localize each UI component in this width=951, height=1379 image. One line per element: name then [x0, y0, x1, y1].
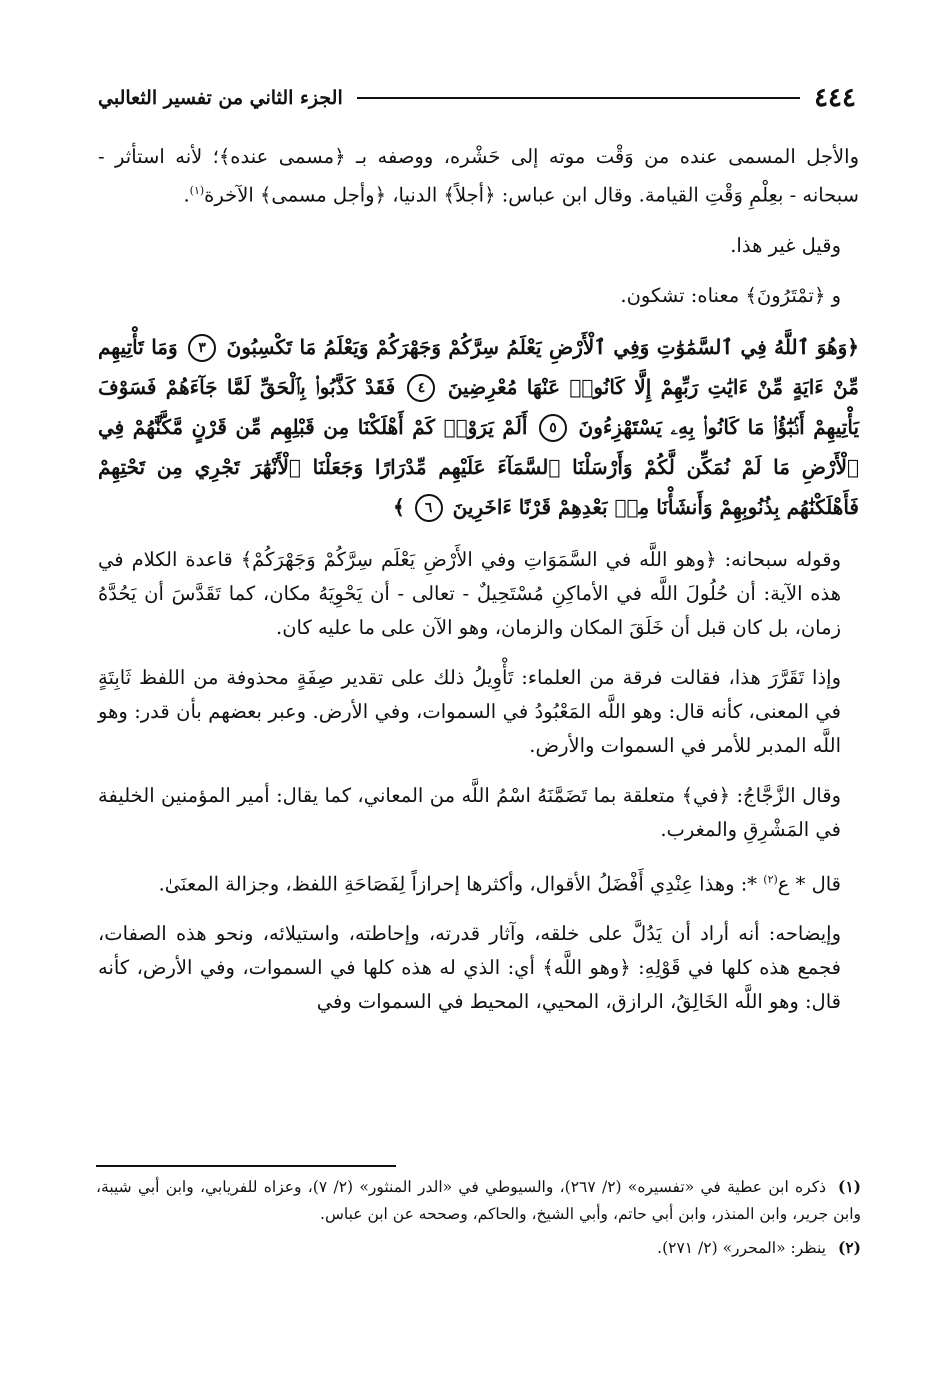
ayah-number-marker: ٥	[539, 414, 567, 442]
paragraph: وإذا تَقَرَّرَ هذا، فقالت فرقة من العلماء: تَأْوِيلُ ذلك على تقدير صِفَةٍ محذوفة من اللفظ ثَابِتَةٍ في المعنى، كأنه قال: وهو اللَّه المَعْبُودُ في السموات، وفي الأرض. وعبر بعضهم بأن قدر: وهو اللَّه المدبر للأمر في السموات والأرض.	[98, 665, 841, 757]
footnote: (١)ذكره ابن عطية في «تفسيره» (٢/ ٢٦٧)، والسيوطي في «الدر المنثور» (٢/ ٧)، وعزاه للفريابي، وابن أبي شيبة، وابن جرير، وابن المنذر، وابن أبي حاتم، وأبي الشيخ، والحاكم، وصححه عن ابن عباس.	[96, 1177, 862, 1223]
paragraph: وقوله سبحانه: ﴿وهو اللَّه في السَّمَوَاتِ وفي الأَرْضِ يَعْلَم سِرَّكُمْ وَجَهْرَكُمْ﴾ قاعدة الكلام في هذه الآية: أن حُلُولَ اللَّه في الأماكِنِ مُسْتَحِيلٌ - تعالى - أن يَحْوِيَهُ مكان، كما تَقَدَّسَ أن يَحُدَّهُ زمان، بل كان قبل أن خَلَقَ المكان والزمان، وهو الآن على ما عليه كان.	[98, 547, 841, 639]
footnotes	[96, 1165, 861, 1262]
paragraph: وإيضاحه: أنه أراد أن يَدُلَّ على خلقه، وآثار قدرته، وإحاطته، واستيلائه، ونحو هذه الصفات، فجمع هذه كلها في قَوْلِهِ: ﴿وهو اللَّه﴾ أي: الذي له هذه كلها في السموات، وفي الأرض، كأنه قال: وهو اللَّه الخَالِقُ، الرازق، المحيي، المحيط في السموات وفي	[98, 922, 841, 1013]
header-rule	[357, 97, 800, 99]
paragraph: قال * ع$^{(٢)}$ *: وهذا عِنْدِي أَفْضَلُ الأقوال، وأكثرها إحرازاً لِفَصَاحَةِ اللفظ، وجزالة المعنَىٰ.	[158, 872, 841, 895]
page-header	[98, 78, 856, 118]
quran-verse-block: ﴿وَهُوَ ٱللَّهُ فِي ٱلسَّمَٰوَٰتِ وَفِي ٱلْأَرْضِ يَعْلَمُ سِرَّكُمْ وَجَهْرَكُمْ وَيَعْلَمُ مَا تَكْسِبُونَ ٣ وَمَا تَأْتِيهِم مِّنْ ءَايَةٍ مِّنْ ءَايَٰتِ رَبِّهِمْ إِلَّا كَانُوا۟ عَنْهَا مُعْرِضِينَ ٤ فَقَدْ كَذَّبُوا۟ بِٱلْحَقِّ لَمَّا جَآءَهُمْ فَسَوْفَ يَأْتِيهِمْ أَنۢبَٰٓؤُا۟ مَا كَانُوا۟ بِهِۦ يَسْتَهْزِءُونَ ٥ أَلَمْ يَرَوْا۟ كَمْ أَهْلَكْنَا مِن قَبْلِهِم مِّن قَرْنٍ مَّكَّنَّٰهُمْ فِي ٱلْأَرْضِ مَا لَمْ نُمَكِّن لَّكُمْ وَأَرْسَلْنَا ٱلسَّمَآءَ عَلَيْهِم مِّدْرَارًا وَجَعَلْنَا ٱلْأَنْهَٰرَ تَجْرِي مِن تَحْتِهِمْ فَأَهْلَكْنَٰهُم بِذُنُوبِهِمْ وَأَنشَأْنَا مِنۢ بَعْدِهِمْ قَرْنًا ءَاخَرِينَ ٦ ﴾	[98, 327, 859, 527]
ayah-number-marker: ٦	[415, 494, 443, 522]
footnote-number: (١)	[838, 1177, 862, 1196]
footnote-ref: (٢)	[763, 872, 778, 886]
paragraph: وقال الزَّجَّاجُ: ﴿في﴾ متعلقة بما تَضَمَّنَهُ اسْمُ اللَّه من المعاني، كما يقال: أمير المؤمنين الخليفة في المَشْرِقِ والمغرب.	[98, 783, 841, 841]
footnote-number: (٢)	[837, 1238, 861, 1257]
page-body	[98, 140, 859, 1019]
page-number: ٤٤٤	[814, 83, 856, 113]
paragraph: وقيل غير هذا.	[730, 233, 841, 257]
running-title: الجزء الثاني من تفسير الثعالبي	[98, 87, 343, 109]
ayah-number-marker: ٤	[407, 374, 435, 402]
footnote: (٢)ينظر: «المحرر» (٢/ ٢٧١).	[657, 1238, 861, 1257]
paragraph: و ﴿تمْتَرُونَ﴾ معناه: تشكون.	[620, 283, 841, 307]
ayah-number-marker: ٣	[188, 334, 216, 362]
footnote-ref: (١)	[189, 184, 205, 197]
paragraph: والأجل المسمى عنده من وَقْت موته إلى حَشْره، ووصفه بـ ﴿مسمى عنده﴾؛ لأنه استأثر - سبحانه - بعِلْمِ وَقْتِ القيامة. وقال ابن عباس: ﴿أجلاً﴾ الدنيا، ﴿وأجل مسمى﴾ الآخرة$^{(١)}$.	[98, 145, 859, 207]
footnote-rule	[96, 1165, 396, 1167]
